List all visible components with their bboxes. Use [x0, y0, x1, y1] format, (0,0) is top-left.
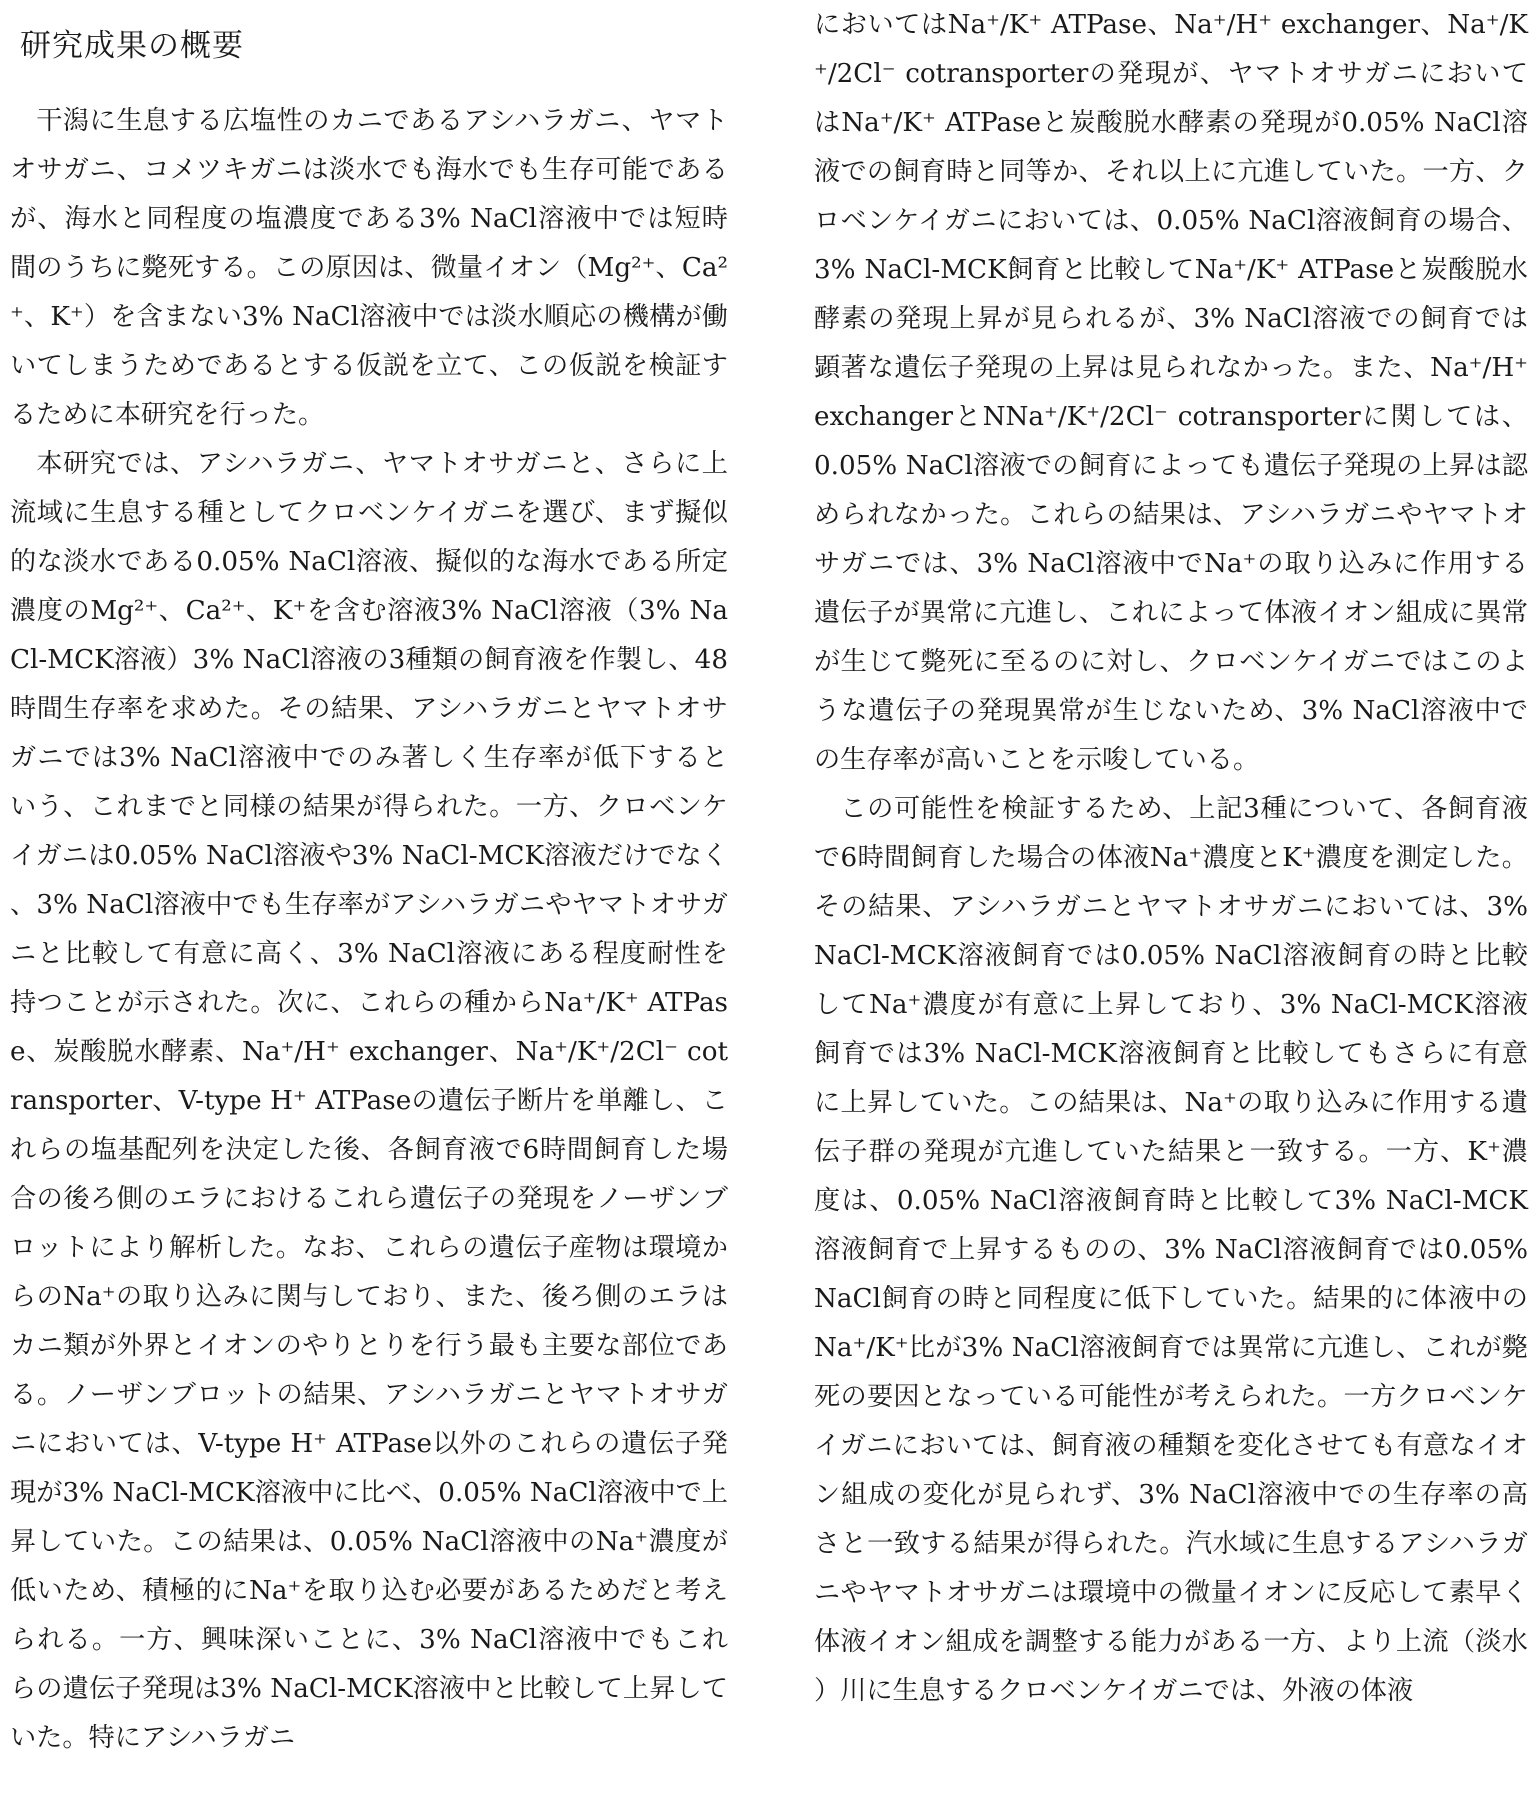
- right-column-body: [814, 1, 1528, 1716]
- left-column-body: [10, 97, 728, 1763]
- paragraph-hypothesis: 干潟に生息する広塩性のカニであるアシハラガニ、ヤマトオサガニ、コメツキガニは淡水でも海水でも生存可能であるが、海水と同程度の塩濃度である3% NaCl溶液中では短時間のうちに斃死する。この原因は、微量イオン（Mg²⁺、Ca²⁺、K⁺）を含まない3% NaCl溶液中では淡水順応の機構が働いてしまうためであるとする仮説を立て、この仮説を検証するために本研究を行った。: [10, 106, 728, 430]
- paragraph-gene-expression-continued: においてはNa⁺/K⁺ ATPase、Na⁺/H⁺ exchanger、Na⁺/K⁺/2Cl⁻ cotransporterの発現が、ヤマトオサガニにおいてはNa⁺/K⁺ ATPaseと炭酸脱水酵素の発現が0.05% NaCl溶液での飼育時と同等か、それ以上に亢進していた。一方、クロベンケイガニにおいては、0.05% NaCl溶液飼育の場合、3% NaCl-MCK飼育と比較してNa⁺/K⁺ ATPaseと炭酸脱水酵素の発現上昇が見られるが、3% NaCl溶液での飼育では顕著な遺伝子発現の上昇は見られなかった。また、Na⁺/H⁺ exchangerとNNa⁺/K⁺/2Cl⁻ cotransporterに関しては、0.05% NaCl溶液での飼育によっても遺伝子発現の上昇は認められなかった。これらの結果は、アシハラガニやヤマトオサガニでは、3% NaCl溶液中でNa⁺の取り込みに作用する遺伝子が異常に亢進し、これによって体液イオン組成に異常が生じて斃死に至るのに対し、クロベンケイガニではこのような遺伝子の発現異常が生じないため、3% NaCl溶液中での生存率が高いことを示唆している。: [814, 10, 1528, 775]
- section-heading: 研究成果の概要: [20, 28, 244, 64]
- paragraph-methods-results: 本研究では、アシハラガニ、ヤマトオサガニと、さらに上流域に生息する種としてクロベンケイガニを選び、まず擬似的な淡水である0.05% NaCl溶液、擬似的な海水である所定濃度のMg²⁺、Ca²⁺、K⁺を含む溶液3% NaCl溶液（3% NaCl-MCK溶液）3% NaCl溶液の3種類の飼育液を作製し、48時間生存率を求めた。その結果、アシハラガニとヤマトオサガニでは3% NaCl溶液中でのみ著しく生存率が低下するという、これまでと同様の結果が得られた。一方、クロベンケイガニは0.05% NaCl溶液や3% NaCl-MCK溶液だけでなく、3% NaCl溶液中でも生存率がアシハラガニやヤマトオサガニと比較して有意に高く、3% NaCl溶液にある程度耐性を持つことが示された。次に、これらの種からNa⁺/K⁺ ATPase、炭酸脱水酵素、Na⁺/H⁺ exchanger、Na⁺/K⁺/2Cl⁻ cotransporter、V-type H⁺ ATPaseの遺伝子断片を単離し、これらの塩基配列を決定した後、各飼育液で6時間飼育した場合の後ろ側のエラにおけるこれら遺伝子の発現をノーザンブロットにより解析した。なお、これらの遺伝子産物は環境からのNa⁺の取り込みに関与しており、また、後ろ側のエラはカニ類が外界とイオンのやりとりを行う最も主要な部位である。ノーザンブロットの結果、アシハラガニとヤマトオサガニにおいては、V-type H⁺ ATPase以外のこれらの遺伝子発現が3% NaCl-MCK溶液中に比べ、0.05% NaCl溶液中で上昇していた。この結果は、0.05% NaCl溶液中のNa⁺濃度が低いため、積極的にNa⁺を取り込む必要があるためだと考えられる。一方、興味深いことに、3% NaCl溶液中でもこれらの遺伝子発現は3% NaCl-MCK溶液中と比較して上昇していた。特にアシハラガニ: [10, 449, 728, 1753]
- paragraph-ion-concentration: この可能性を検証するため、上記3種について、各飼育液で6時間飼育した場合の体液Na⁺濃度とK⁺濃度を測定した。その結果、アシハラガニとヤマトオサガニにおいては、3% NaCl-MCK溶液飼育では0.05% NaCl溶液飼育の時と比較してNa⁺濃度が有意に上昇しており、3% NaCl-MCK溶液飼育では3% NaCl-MCK溶液飼育と比較してもさらに有意に上昇していた。この結果は、Na⁺の取り込みに作用する遺伝子群の発現が亢進していた結果と一致する。一方、K⁺濃度は、0.05% NaCl溶液飼育時と比較して3% NaCl-MCK溶液飼育で上昇するものの、3% NaCl溶液飼育では0.05% NaCl飼育の時と同程度に低下していた。結果的に体液中のNa⁺/K⁺比が3% NaCl溶液飼育では異常に亢進し、これが斃死の要因となっている可能性が考えられた。一方クロベンケイガニにおいては、飼育液の種類を変化させても有意なイオン組成の変化が見られず、3% NaCl溶液中での生存率の高さと一致する結果が得られた。汽水域に生息するアシハラガニやヤマトオサガニは環境中の微量イオンに反応して素早く体液イオン組成を調整する能力がある一方、より上流（淡水）川に生息するクロベンケイガニでは、外液の体液: [814, 794, 1528, 1706]
